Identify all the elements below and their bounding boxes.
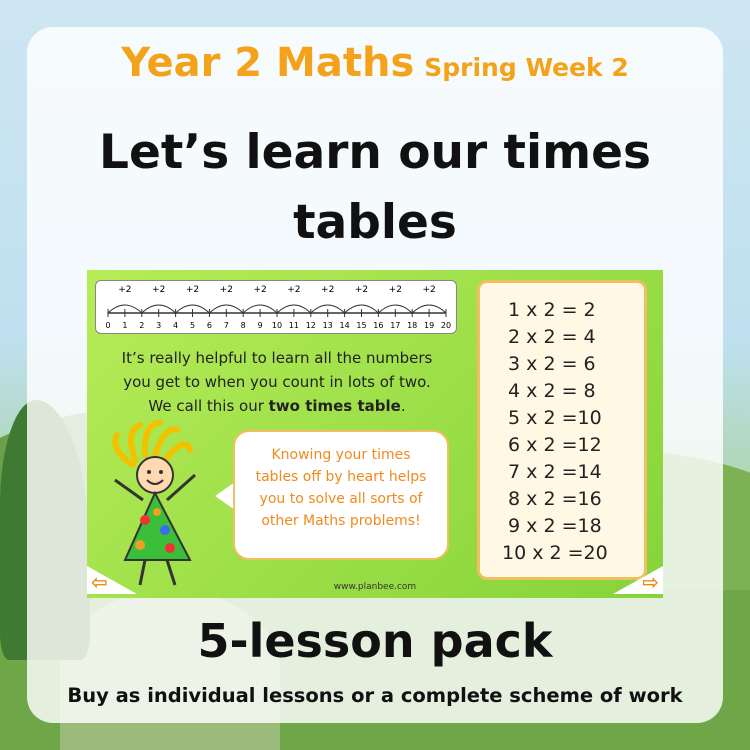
jump-label: +2 [219,285,233,295]
times-table-row: 9 x 2 =18 [502,515,602,537]
number-line-label: 17 [390,321,401,330]
number-line-label: 8 [240,321,246,330]
number-line-label: 11 [288,321,299,330]
jump-label: +2 [388,285,402,295]
times-table-row: 7 x 2 =14 [502,461,602,483]
number-line-label: 6 [206,321,212,330]
speech-bubble [233,430,449,560]
times-table-row: 5 x 2 =10 [502,407,602,429]
times-table-box [477,280,647,580]
times-table-row: 1 x 2 = 2 [502,299,596,321]
times-table-row: 8 x 2 =16 [502,488,602,510]
number-line-label: 3 [156,321,162,330]
number-line-label: 0 [105,321,111,330]
times-table-row: 2 x 2 = 4 [502,326,596,348]
jump-label: +2 [185,285,200,295]
number-line-label: 13 [322,321,333,330]
headline [0,118,750,258]
number-line-label: 16 [373,321,384,330]
times-table-row: 4 x 2 = 8 [502,380,596,402]
jump-label: +2 [118,285,132,295]
bubble-line: Knowing your times [271,447,411,463]
slide-text-span: . [400,397,406,415]
headline-line: Let’s learn our times [99,125,651,180]
watermark: www.planbee.com [333,582,417,592]
lesson-slide-preview [87,270,663,598]
purchase-info: Buy as individual lessons or a complete scheme of work [67,684,683,707]
header [0,40,750,86]
arrow-right-icon[interactable]: ⇨ [642,570,659,594]
slide-text [95,346,459,418]
page-subtitle: Spring Week 2 [424,53,629,82]
slide-text-bold: two times table [268,397,401,415]
number-line-label: 19 [424,321,435,330]
times-table-row: 10 x 2 =20 [502,542,608,564]
lesson-pack-heading: 5-lesson pack [197,614,553,668]
speech-bubble-tail [215,482,235,510]
number-line-label: 20 [440,321,452,330]
cartoon-girl-illustration [105,420,215,590]
number-line-label: 9 [257,321,263,330]
jump-label: +2 [354,285,369,295]
number-line-label: 14 [339,321,350,330]
number-line-label: 2 [139,321,145,330]
number-line-label: 1 [122,321,128,330]
jump-label: +2 [287,285,301,295]
times-table-row: 6 x 2 =12 [502,434,602,456]
page-title: Year 2 Maths [121,40,415,86]
number-line-label: 12 [305,321,316,330]
number-line-label: 7 [223,321,229,330]
slide-text-line: you get to when you count in lots of two. [123,373,431,391]
number-line-label: 15 [356,321,367,330]
bubble-line: tables off by heart helps [255,469,427,485]
jump-label: +2 [422,285,436,295]
arrow-left-icon[interactable]: ⇦ [91,570,108,594]
bubble-line: you to solve all sorts of [259,491,423,507]
headline-line: tables [293,195,457,250]
jump-label: +2 [152,285,166,295]
times-table-row: 3 x 2 = 6 [502,353,596,375]
slide-text-line [95,394,459,418]
number-line-label: 10 [271,321,283,330]
jump-label: +2 [321,285,335,295]
number-line [95,280,457,334]
number-line-label: 5 [189,321,196,330]
number-line-label: 18 [407,321,418,330]
bubble-line: other Maths problems! [261,513,421,529]
number-line-label: 4 [173,321,179,330]
slide-text-line: It’s really helpful to learn all the numbers [121,349,433,367]
slide-text-span: We call this our [148,397,269,415]
number-line-graphic [96,281,458,335]
jump-label: +2 [253,285,267,295]
